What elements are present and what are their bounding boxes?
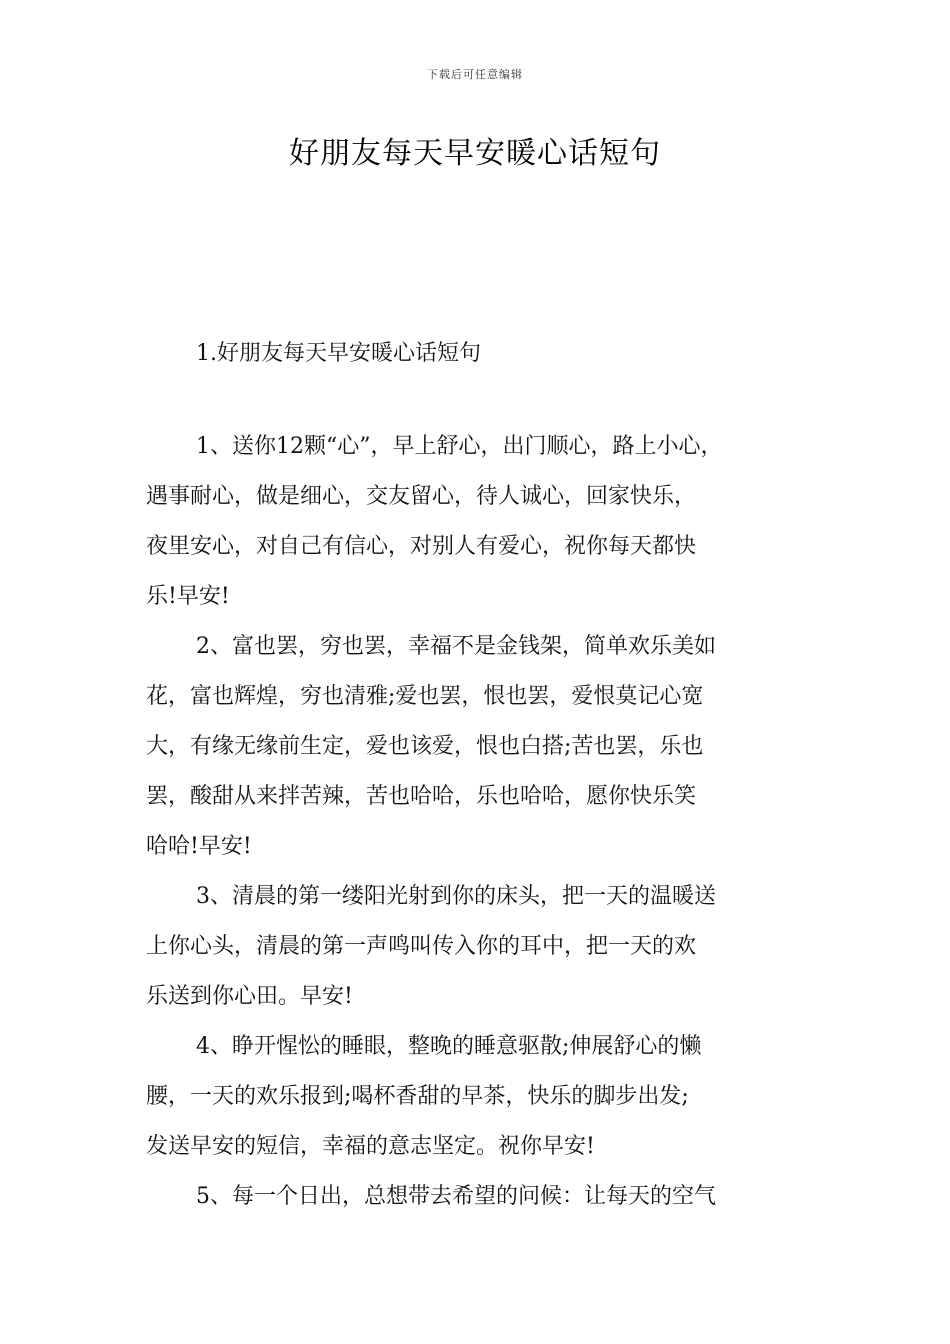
body-text bbox=[146, 422, 826, 1222]
paragraph-line: 乐!早安! bbox=[146, 584, 230, 609]
paragraph-line: 4、睁开惺忪的睡眼，整晚的睡意驱散;伸展舒心的懒 bbox=[196, 1034, 702, 1059]
paragraph-line: 上你心头，清晨的第一声鸣叫传入你的耳中，把一天的欢 bbox=[146, 934, 697, 959]
paragraph-3 bbox=[146, 872, 826, 1022]
header-note: 下载后可任意编辑 bbox=[427, 68, 523, 81]
paragraph-4 bbox=[146, 1022, 826, 1172]
paragraph-line: 腰，一天的欢乐报到;喝杯香甜的早茶，快乐的脚步出发; bbox=[146, 1084, 689, 1109]
paragraph-line: 发送早安的短信，幸福的意志坚定。祝你早安! bbox=[146, 1134, 595, 1159]
document-title: 好朋友每天早安暖心话短句 bbox=[289, 136, 661, 171]
paragraph-line: 3、清晨的第一缕阳光射到你的床头，把一天的温暖送 bbox=[196, 884, 716, 909]
paragraph-line: 哈哈!早安! bbox=[146, 834, 252, 859]
paragraph-line: 1、送你12颗“心”，早上舒心，出门顺心，路上小心， bbox=[196, 434, 723, 459]
paragraph-line: 乐送到你心田。早安! bbox=[146, 984, 353, 1009]
paragraph-line: 夜里安心，对自己有信心，对别人有爱心，祝你每天都快 bbox=[146, 534, 697, 559]
paragraph-line: 花，富也辉煌，穷也清雅;爱也罢，恨也罢，爱恨莫记心宽 bbox=[146, 684, 704, 709]
paragraph-line: 5、每一个日出，总想带去希望的问候：让每天的空气 bbox=[196, 1184, 716, 1209]
paragraph-5 bbox=[146, 1172, 826, 1222]
paragraph-2 bbox=[146, 622, 826, 872]
paragraph-1 bbox=[146, 422, 826, 622]
paragraph-line: 遇事耐心，做是细心，交友留心，待人诚心，回家快乐， bbox=[146, 484, 697, 509]
paragraph-line: 罢，酸甜从来拌苦辣，苦也哈哈，乐也哈哈，愿你快乐笑 bbox=[146, 784, 697, 809]
section-heading: 1.好朋友每天早安暖心话短句 bbox=[196, 341, 481, 366]
paragraph-line: 大，有缘无缘前生定，爱也该爱，恨也白搭;苦也罢，乐也 bbox=[146, 734, 704, 759]
paragraph-line: 2、富也罢，穷也罢，幸福不是金钱架，简单欢乐美如 bbox=[196, 634, 716, 659]
